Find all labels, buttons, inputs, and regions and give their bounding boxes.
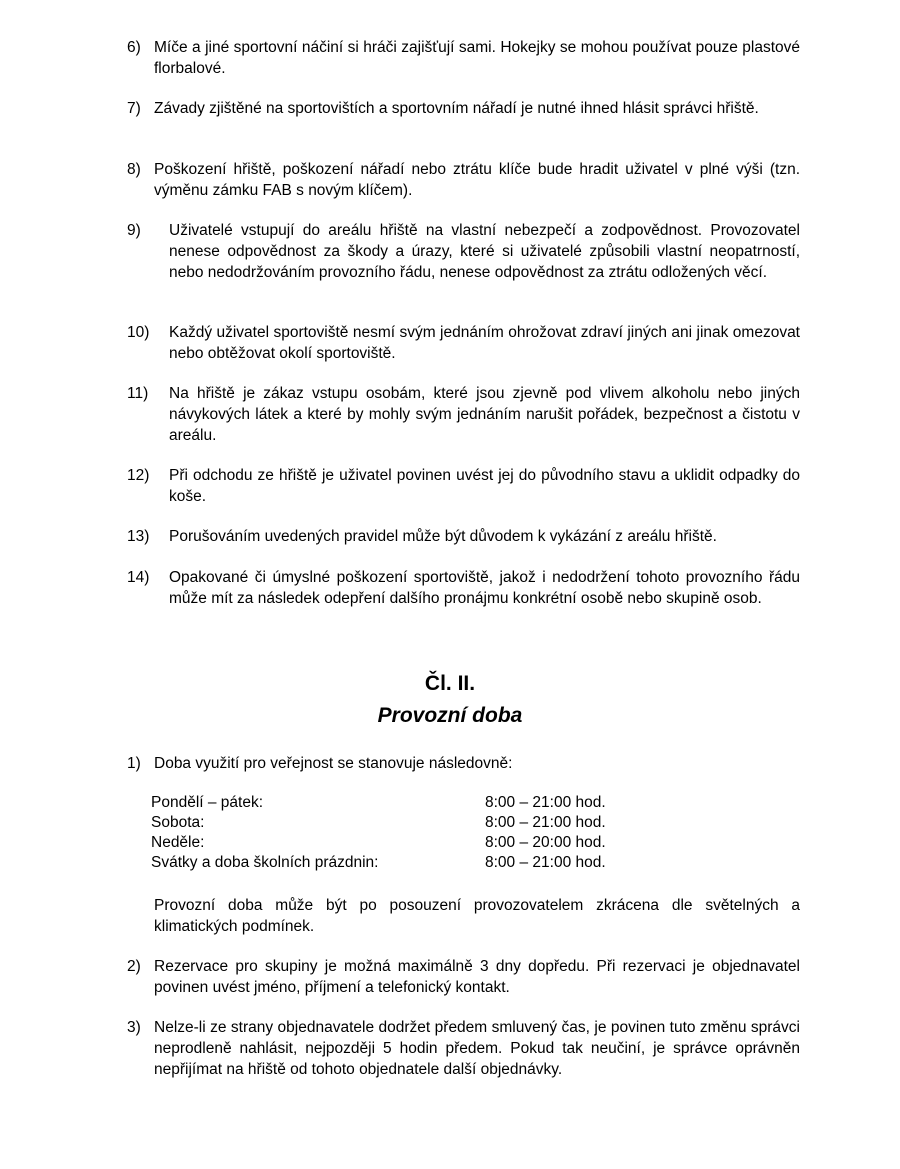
hours-intro-text: Doba využití pro veřejnost se stanovuje následovně: <box>154 755 513 772</box>
rule-text: Poškození hřiště, poškození nářadí nebo ztrátu klíče bude hradit uživatel v plné výši (tzn. výměnu zámku FAB s novým klíčem). <box>154 161 800 199</box>
hours-row <box>151 793 631 813</box>
hours-time: 8:00 – 21:00 hod. <box>485 794 606 811</box>
rule-number: 9) <box>127 222 141 239</box>
rule-number: 6) <box>127 39 141 56</box>
rule-item-12 <box>127 466 800 508</box>
section-number: Čl. II. <box>424 672 476 695</box>
hours-note <box>154 896 800 938</box>
rule-item-7 <box>127 99 800 120</box>
hours-row <box>151 833 631 853</box>
rule-item-11 <box>127 384 800 446</box>
rule-text: Při odchodu ze hřiště je uživatel povinen uvést jej do původního stavu a uklidit odpadky do koše. <box>169 467 800 505</box>
hours-row <box>151 813 631 833</box>
rule-number: 12) <box>127 467 150 484</box>
hours-day: Neděle: <box>151 834 205 851</box>
rule-item-3 <box>127 1018 800 1080</box>
rule-number: 3) <box>127 1019 141 1036</box>
rule-item-13 <box>127 527 800 548</box>
rule-number: 7) <box>127 100 141 117</box>
rule-text: Uživatelé vstupují do areálu hřiště na vlastní nebezpečí a zodpovědnost. Provozovatel nenese odpovědnost za škody a úrazy, které si uživatelé způsobili vlastní neopatrností, nebo nedodržováním provozního řádu, nenese odpovědnost za ztrátu odložených věcí. <box>169 222 800 281</box>
hours-time: 8:00 – 21:00 hod. <box>485 854 606 871</box>
rule-text: Nelze-li ze strany objednavatele dodržet předem smluvený čas, je povinen tuto změnu správci neprodleně nahlásit, nejpozději 5 hodin předem. Pokud tak neučiní, je správce oprávněn nepřijímat na hřiště od tohoto objednatele další objednávky. <box>154 1019 800 1078</box>
rule-text: Závady zjištěné na sportovištích a sportovním nářadí je nutné ihned hlásit správci hřiště. <box>154 100 759 117</box>
rule-text: Na hřiště je zákaz vstupu osobám, které jsou zjevně pod vlivem alkoholu nebo jiných návykových látek a které by mohly svým jednáním narušit pořádek, bezpečnost a čistotu v areálu. <box>169 385 800 444</box>
rule-number: 13) <box>127 528 150 545</box>
rule-text: Opakované či úmyslné poškození sportoviště, jakož i nedodržení tohoto provozního řádu může mít za následek odepření dalšího pronájmu konkrétní osobě nebo skupině osob. <box>169 569 800 607</box>
rule-number: 11) <box>127 385 149 402</box>
hours-day: Pondělí – pátek: <box>151 794 264 811</box>
hours-day: Sobota: <box>151 814 205 831</box>
section-title: Provozní doba <box>377 704 523 727</box>
opening-hours-table <box>151 793 631 873</box>
rule-text: Každý uživatel sportoviště nesmí svým jednáním ohrožovat zdraví jiných ani jinak omezovat nebo obtěžovat okolí sportoviště. <box>169 324 800 362</box>
rule-item-9 <box>127 221 800 283</box>
rule-text: Porušováním uvedených pravidel může být důvodem k vykázání z areálu hřiště. <box>169 528 717 545</box>
hours-row <box>151 853 631 873</box>
rule-item-6 <box>127 38 800 80</box>
rule-item-2 <box>127 957 800 999</box>
rule-number: 10) <box>127 324 150 341</box>
hours-day: Svátky a doba školních prázdnin: <box>151 854 379 871</box>
rule-text: Rezervace pro skupiny je možná maximálně 3 dny dopředu. Při rezervaci je objednavatel povinen uvést jméno, příjmení a telefonický kontakt. <box>154 958 800 996</box>
rule-item-8 <box>127 160 800 202</box>
rule-item-10 <box>127 323 800 365</box>
hours-intro-item <box>127 754 800 775</box>
rule-number: 2) <box>127 958 141 975</box>
hours-note-text: Provozní doba může být po posouzení provozovatelem zkrácena dle světelných a klimatických podmínek. <box>154 897 800 935</box>
rule-number: 1) <box>127 755 141 772</box>
rule-text: Míče a jiné sportovní náčiní si hráči zajišťují sami. Hokejky se mohou používat pouze plastové florbalové. <box>154 39 800 77</box>
rule-number: 14) <box>127 569 150 586</box>
hours-time: 8:00 – 20:00 hod. <box>485 834 606 851</box>
rule-number: 8) <box>127 161 141 178</box>
rule-item-14 <box>127 568 800 610</box>
hours-time: 8:00 – 21:00 hod. <box>485 814 606 831</box>
